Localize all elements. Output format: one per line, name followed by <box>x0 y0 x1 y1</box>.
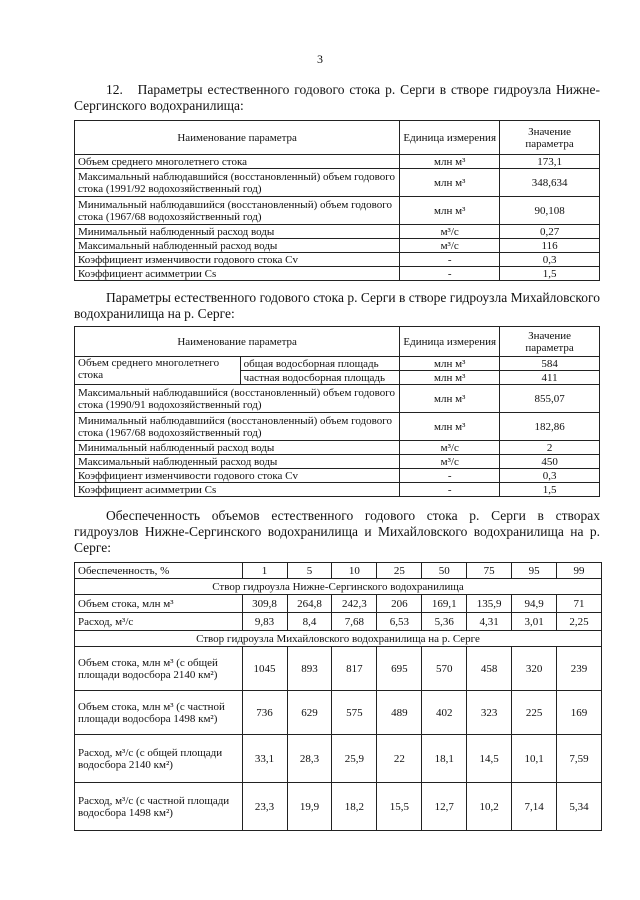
cell-value: 169 <box>557 691 602 735</box>
table-row <box>75 385 600 413</box>
table-row <box>75 413 600 441</box>
row-value: 182,86 <box>500 413 600 441</box>
header-value: Значение параметра <box>500 327 600 357</box>
row-name: Минимальный наблюденный расход воды <box>75 225 400 239</box>
row-name: Коэффициент асимметрии Cs <box>75 483 400 497</box>
row-unit: - <box>400 483 500 497</box>
cell-value: 7,59 <box>557 735 602 783</box>
row-label: Расход, м³/с (с общей площади водосбора 2140 км²) <box>75 735 243 783</box>
section1-heading <box>74 82 600 114</box>
cell-value: 736 <box>242 691 287 735</box>
cell-value: 12,7 <box>422 783 467 831</box>
cell-value: 9,83 <box>242 613 287 631</box>
row-value: 0,27 <box>500 225 600 239</box>
row-unit: - <box>400 253 500 267</box>
row-value: 584 <box>500 357 600 371</box>
row-name: Минимальный наблюдавшийся (восстановленный) объем годового стока (1967/68 водохозяйственный год) <box>75 413 400 441</box>
row-name: Минимальный наблюденный расход воды <box>75 441 400 455</box>
row-value: 411 <box>500 371 600 385</box>
row-value: 348,634 <box>500 169 600 197</box>
cell-value: 402 <box>422 691 467 735</box>
header-parameter-name: Наименование параметра <box>75 327 400 357</box>
header-unit: Единица измерения <box>400 121 500 155</box>
section-a-title: Створ гидроузла Нижне-Сергинского водохранилища <box>75 579 602 595</box>
cell-value: 225 <box>512 691 557 735</box>
table-runoff-exceedance <box>74 562 602 831</box>
cell-value: 18,2 <box>332 783 377 831</box>
row-value: 0,3 <box>500 469 600 483</box>
cell-value: 458 <box>467 647 512 691</box>
row-value: 855,07 <box>500 385 600 413</box>
row-name: Коэффициент изменчивости годового стока Cv <box>75 469 400 483</box>
table-row <box>75 783 602 831</box>
row-name: Минимальный наблюдавшийся (восстановленный) объем годового стока (1967/68 водохозяйственный год) <box>75 197 400 225</box>
table-row <box>75 455 600 469</box>
cell-value: 5,34 <box>557 783 602 831</box>
table-row <box>75 613 602 631</box>
section1-text: Параметры естественного годового стока р. Серги в створе гидроузла Нижне-Сергинского водохранилища: <box>74 82 600 113</box>
cell-value: 23,3 <box>242 783 287 831</box>
table-runoff-mikhailovsky <box>74 326 600 497</box>
table-row <box>75 691 602 735</box>
row-value: 90,108 <box>500 197 600 225</box>
cell-value: 10,2 <box>467 783 512 831</box>
row-value: 450 <box>500 455 600 469</box>
cell-value: 33,1 <box>242 735 287 783</box>
section2-heading <box>74 290 600 322</box>
cell-value: 28,3 <box>287 735 332 783</box>
cell-value: 22 <box>377 735 422 783</box>
cell-value: 25,9 <box>332 735 377 783</box>
cell-value: 489 <box>377 691 422 735</box>
row-value: 0,3 <box>500 253 600 267</box>
row-value: 1,5 <box>500 267 600 281</box>
table-row <box>75 155 600 169</box>
cell-value: 94,9 <box>512 595 557 613</box>
row-unit: млн м³ <box>400 413 500 441</box>
cell-value: 570 <box>422 647 467 691</box>
cell-value: 309,8 <box>242 595 287 613</box>
cell-value: 4,31 <box>467 613 512 631</box>
row-unit: м³/с <box>400 441 500 455</box>
table-row <box>75 267 600 281</box>
cell-value: 323 <box>467 691 512 735</box>
row-unit: млн м³ <box>400 169 500 197</box>
header-percentage: 1 <box>242 563 287 579</box>
row-label: Объем стока, млн м³ (с частной площади водосбора 1498 км²) <box>75 691 243 735</box>
cell-value: 320 <box>512 647 557 691</box>
group-sub-label: частная водосборная площадь <box>240 371 400 385</box>
cell-value: 169,1 <box>422 595 467 613</box>
header-percentage: 25 <box>377 563 422 579</box>
group-sub-label: общая водосборная площадь <box>240 357 400 371</box>
row-value: 173,1 <box>500 155 600 169</box>
row-value: 2 <box>500 441 600 455</box>
cell-value: 6,53 <box>377 613 422 631</box>
cell-value: 695 <box>377 647 422 691</box>
cell-value: 629 <box>287 691 332 735</box>
row-name: Коэффициент асимметрии Cs <box>75 267 400 281</box>
row-unit: млн м³ <box>400 357 500 371</box>
table-row <box>75 483 600 497</box>
row-name: Объем среднего многолетнего стока <box>75 155 400 169</box>
row-unit: - <box>400 469 500 483</box>
cell-value: 15,5 <box>377 783 422 831</box>
cell-value: 242,3 <box>332 595 377 613</box>
cell-value: 14,5 <box>467 735 512 783</box>
header-percentage: 50 <box>422 563 467 579</box>
cell-value: 206 <box>377 595 422 613</box>
table-row <box>75 647 602 691</box>
row-value: 1,5 <box>500 483 600 497</box>
row-unit: млн м³ <box>400 155 500 169</box>
row-unit: м³/с <box>400 455 500 469</box>
cell-value: 7,68 <box>332 613 377 631</box>
cell-value: 8,4 <box>287 613 332 631</box>
table-row <box>75 253 600 267</box>
cell-value: 1045 <box>242 647 287 691</box>
row-unit: м³/с <box>400 239 500 253</box>
section3-text: Обеспеченность объемов естественного годового стока р. Серги в створах гидроузлов Нижне-Сергинского водохранилища и Михайловского водохранилища на р. Серге: <box>74 508 600 555</box>
cell-value: 575 <box>332 691 377 735</box>
page-number: 3 <box>317 52 323 66</box>
row-unit: млн м³ <box>400 385 500 413</box>
cell-value: 817 <box>332 647 377 691</box>
header-percentage: 99 <box>557 563 602 579</box>
table-row <box>75 169 600 197</box>
cell-value: 2,25 <box>557 613 602 631</box>
header-unit: Единица измерения <box>400 327 500 357</box>
cell-value: 71 <box>557 595 602 613</box>
table-row <box>75 595 602 613</box>
section2-text: Параметры естественного годового стока р. Серги в створе гидроузла Михайловского водохранилища на р. Серге: <box>74 290 600 321</box>
table-row <box>75 197 600 225</box>
table-row <box>75 469 600 483</box>
cell-value: 18,1 <box>422 735 467 783</box>
row-label: Объем стока, млн м³ <box>75 595 243 613</box>
cell-value: 135,9 <box>467 595 512 613</box>
header-percentage: 5 <box>287 563 332 579</box>
group-name: Объем среднего многолетнего стока <box>75 357 241 385</box>
row-name: Максимальный наблюденный расход воды <box>75 455 400 469</box>
cell-value: 264,8 <box>287 595 332 613</box>
header-parameter-name: Наименование параметра <box>75 121 400 155</box>
row-name: Максимальный наблюдавшийся (восстановленный) объем годового стока (1990/91 водохозяйственный год) <box>75 385 400 413</box>
cell-value: 5,36 <box>422 613 467 631</box>
header-percentage: 95 <box>512 563 557 579</box>
header-percentage: 10 <box>332 563 377 579</box>
row-label: Объем стока, млн м³ (с общей площади водосбора 2140 км²) <box>75 647 243 691</box>
table-row <box>75 225 600 239</box>
row-value: 116 <box>500 239 600 253</box>
row-label: Расход, м³/с <box>75 613 243 631</box>
row-unit: м³/с <box>400 225 500 239</box>
cell-value: 239 <box>557 647 602 691</box>
cell-value: 19,9 <box>287 783 332 831</box>
header-value: Значение параметра <box>500 121 600 155</box>
row-name: Максимальный наблюдавшийся (восстановленный) объем годового стока (1991/92 водохозяйственный год) <box>75 169 400 197</box>
section-b-title: Створ гидроузла Михайловского водохранилища на р. Серге <box>75 631 602 647</box>
row-unit: млн м³ <box>400 371 500 385</box>
table-row <box>75 239 600 253</box>
table-row <box>75 735 602 783</box>
section1-number: 12. <box>106 82 123 97</box>
row-label: Расход, м³/с (с частной площади водосбора 1498 км²) <box>75 783 243 831</box>
header-percentage: 75 <box>467 563 512 579</box>
cell-value: 3,01 <box>512 613 557 631</box>
table-row <box>75 357 600 371</box>
section3-heading <box>74 508 600 556</box>
cell-value: 893 <box>287 647 332 691</box>
row-name: Максимальный наблюденный расход воды <box>75 239 400 253</box>
header-exceedance-label: Обеспеченность, % <box>75 563 243 579</box>
row-name: Коэффициент изменчивости годового стока Cv <box>75 253 400 267</box>
cell-value: 10,1 <box>512 735 557 783</box>
row-unit: - <box>400 267 500 281</box>
row-unit: млн м³ <box>400 197 500 225</box>
table-runoff-nizhne-serginsky <box>74 120 600 281</box>
table-row <box>75 441 600 455</box>
cell-value: 7,14 <box>512 783 557 831</box>
